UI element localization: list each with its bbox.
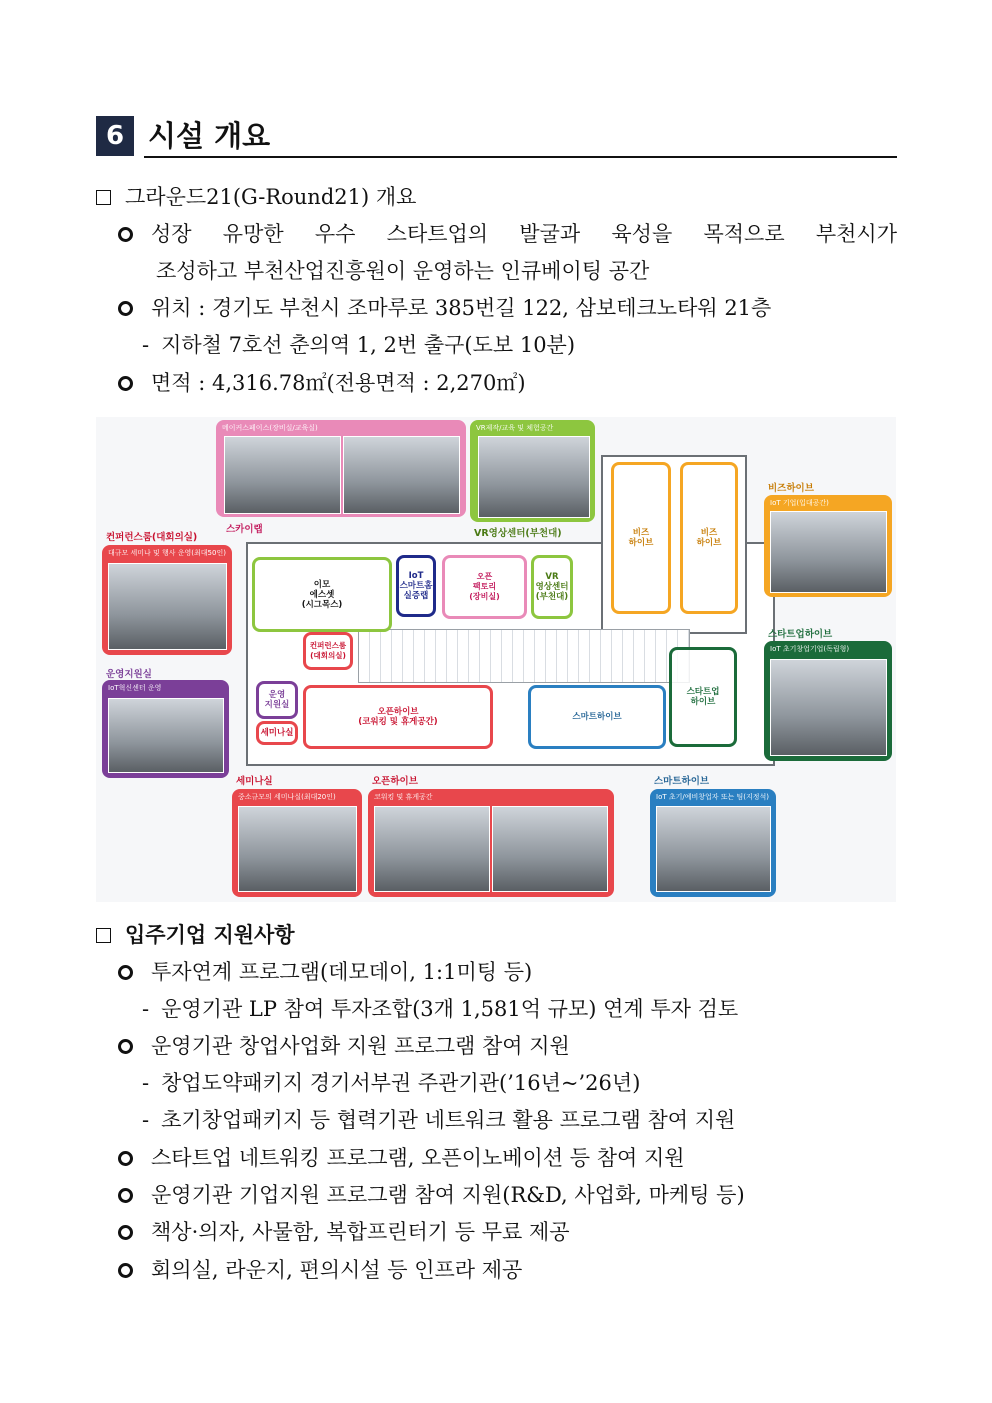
support-item-1: 투자연계 프로그램(데모데이, 1:1미팅 등)	[118, 958, 532, 986]
support-item-5: 책상·의자, 사물함, 복합프린터기 등 무료 제공	[118, 1218, 570, 1246]
callout-vr: VR제작/교육 및 체험공간	[470, 420, 595, 522]
section-title: 시설 개요	[148, 119, 271, 153]
checkbox-bullet-icon	[96, 928, 111, 943]
support-item-6: 회의실, 라운지, 편의시설 등 인프라 제공	[118, 1256, 522, 1284]
core-area	[358, 629, 690, 683]
label-seminar: 세미나실	[236, 776, 273, 787]
floorplan-image	[96, 417, 896, 902]
section-divider	[144, 156, 897, 158]
room-conference: 컨퍼런스룸 (대회의실)	[303, 632, 353, 670]
callout-maker: 메이커스페이스(장비실/교육실)	[216, 420, 466, 517]
room-vr-center: VR 영상센터 (부천대)	[531, 555, 573, 619]
open-photo-1	[374, 806, 490, 892]
vr-photo	[478, 436, 590, 518]
conf-photo	[108, 563, 227, 650]
location-line: 위치 : 경기도 부천시 조마루로 385번길 122, 삼보테크노타워 21층	[118, 294, 771, 322]
support-item-2: 운영기관 창업사업화 지원 프로그램 참여 지원	[118, 1032, 570, 1060]
label-startup: 스타트업하이브	[768, 629, 833, 640]
label-conf: 컨퍼런스룸(대회의실)	[106, 532, 198, 543]
circle-bullet-icon	[118, 1039, 133, 1054]
label-support: 운영지원실	[106, 669, 152, 680]
area-line: 면적 : 4,316.78㎡(전용면적 : 2,270㎡)	[118, 369, 526, 397]
room-support: 운영 지원실	[256, 681, 298, 719]
maker-photo-2	[343, 436, 460, 514]
circle-bullet-icon	[118, 1188, 133, 1203]
circle-bullet-icon	[118, 376, 133, 391]
room-iot: IoT 스마트홈 실증랩	[396, 555, 436, 617]
maker-photo-1	[224, 436, 341, 514]
seminar-photo	[238, 806, 357, 892]
room-biz-hive-1: 비즈 하이브	[611, 462, 671, 614]
callout-smart: IoT 초기/예비창업자 또는 팀(지정석)	[650, 789, 776, 897]
callout-support: IoT혁신센터 운영	[102, 680, 229, 778]
callout-seminar: 중소규모의 세미나실(최대20인)	[232, 789, 362, 897]
room-biz-hive-2: 비즈 하이브	[680, 462, 738, 614]
label-smart: 스마트하이브	[654, 776, 710, 787]
label-open: 오픈하이브	[372, 776, 418, 787]
room-seminar: 세미나실	[256, 721, 298, 745]
callout-startup: IoT 초기창업기업(독립형)	[764, 641, 892, 761]
checkbox-bullet-icon	[96, 190, 111, 205]
purpose-line-2: 조성하고 부천산업진흥원이 운영하는 인큐베이팅 공간	[156, 259, 650, 283]
circle-bullet-icon	[118, 227, 133, 242]
support-item-3: 스타트업 네트워킹 프로그램, 오픈이노베이션 등 참여 지원	[118, 1144, 685, 1172]
room-open-hive: 오픈하이브 (코워킹 및 휴게공간)	[303, 685, 493, 749]
biz-photo	[770, 511, 887, 593]
circle-bullet-icon	[118, 1263, 133, 1278]
section-heading	[96, 116, 897, 158]
room-startup-hive: 스타트업 하이브	[669, 647, 737, 747]
overview-heading: 그라운드21(G-Round21) 개요	[96, 183, 416, 211]
support-sub-2-2: - 초기창업패키지 등 협력기관 네트워크 활용 프로그램 참여 지원	[142, 1108, 736, 1132]
open-photo-2	[492, 806, 608, 892]
callout-open: 코워킹 및 휴게공간	[368, 789, 614, 897]
support-photo	[108, 698, 224, 773]
support-sub-1-1: - 운영기관 LP 참여 투자조합(3개 1,581억 규모) 연계 투자 검토	[142, 997, 739, 1021]
support-heading: 입주기업 지원사항	[96, 921, 295, 949]
smart-photo	[656, 806, 771, 892]
circle-bullet-icon	[118, 965, 133, 980]
subway-line: - 지하철 7호선 춘의역 1, 2번 출구(도보 10분)	[142, 333, 576, 357]
purpose-line-1: 성장 유망한 우수 스타트업의 발굴과 육성을 목적으로 부천시가	[118, 220, 897, 248]
label-maker: 스카이랩	[226, 524, 263, 535]
section-number: 6	[96, 116, 134, 156]
room-open-factory: 오픈 팩토리 (장비실)	[442, 555, 527, 619]
circle-bullet-icon	[118, 1151, 133, 1166]
support-sub-2-1: - 창업도약패키지 경기서부권 주관기관(’16년~’26년)	[142, 1071, 641, 1095]
circle-bullet-icon	[118, 301, 133, 316]
room-smart-hive: 스마트하이브	[528, 685, 666, 749]
label-vr: VR영상센터(부천대)	[474, 528, 562, 539]
callout-biz: IoT 기업(입대공간)	[764, 495, 892, 597]
label-biz: 비즈하이브	[768, 483, 814, 494]
callout-conf: 대규모 세미나 및 행사 운영(최대50인)	[102, 545, 232, 655]
room-maker-space: 이모 에스셋 (시그목스)	[252, 557, 392, 632]
startup-photo	[770, 659, 887, 756]
support-item-4: 운영기관 기업지원 프로그램 참여 지원(R&D, 사업화, 마케팅 등)	[118, 1181, 745, 1209]
circle-bullet-icon	[118, 1225, 133, 1240]
